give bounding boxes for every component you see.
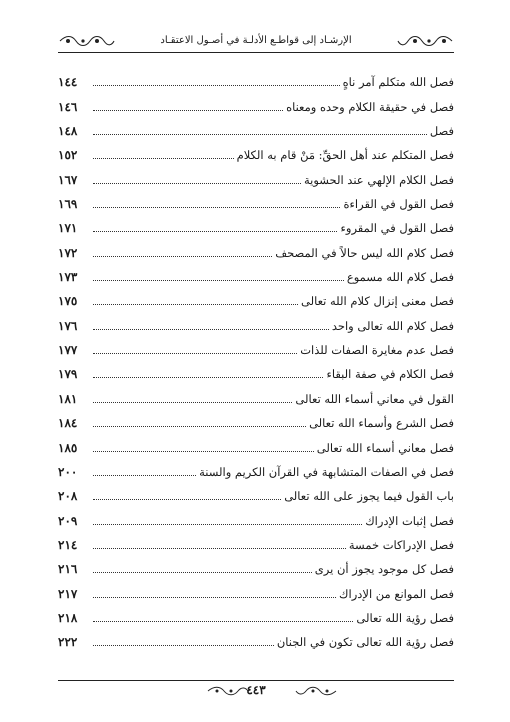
toc-entry-title: فصل معاني أسماء الله تعالى <box>316 440 454 455</box>
toc-leader-dots <box>93 377 323 378</box>
toc-entry <box>58 188 454 212</box>
toc-entry-page: ١٦٩ <box>58 197 78 212</box>
toc-leader-dots <box>93 621 353 622</box>
toc-entry-title: القول في معاني أسماء الله تعالى <box>295 391 454 406</box>
toc-entry-title: فصل المتكلم عند أهل الحقِّ: مَنْ قام به الكلام <box>236 148 454 163</box>
toc-entry-title: فصل في الصفات المتشابهة في القرآن الكريم والسنة <box>199 464 454 479</box>
toc-leader-dots <box>93 353 297 354</box>
toc-entry-page: ١٦٧ <box>58 172 78 187</box>
toc-entry-title: فصل كل موجود يجوز أن يرى <box>314 562 454 577</box>
toc-leader-dots <box>93 426 306 427</box>
toc-entry <box>58 480 454 504</box>
toc-entry <box>58 115 454 139</box>
footer-ornament-right <box>294 686 338 696</box>
toc-leader-dots <box>93 451 314 452</box>
toc-leader-dots <box>93 597 336 598</box>
toc-entry-page: ٢١٧ <box>58 586 78 601</box>
toc-entry-page: ٢٠٨ <box>58 489 78 504</box>
toc-entry <box>58 577 454 601</box>
toc-entry <box>58 431 454 455</box>
toc-leader-dots <box>93 280 344 281</box>
toc-leader-dots <box>93 158 234 159</box>
toc-entry-title: فصل الله متكلم آمر ناهٍ <box>342 75 454 90</box>
toc-leader-dots <box>93 231 337 232</box>
toc-entry-page: ٢٢٢ <box>58 635 78 650</box>
toc-entry <box>58 407 454 431</box>
toc-entry-title: فصل القول في القراءة <box>343 197 454 212</box>
toc-entry-title: فصل القول في المقروء <box>340 221 454 236</box>
table-of-contents <box>58 66 454 650</box>
toc-entry <box>58 358 454 382</box>
toc-leader-dots <box>93 572 312 573</box>
header-ornament-right <box>396 34 454 48</box>
toc-leader-dots <box>93 207 340 208</box>
toc-entry <box>58 626 454 650</box>
toc-entry-page: ١٧١ <box>58 221 78 236</box>
toc-entry <box>58 504 454 528</box>
toc-entry <box>58 529 454 553</box>
toc-entry-page: ١٧٣ <box>58 270 78 285</box>
toc-entry <box>58 163 454 187</box>
toc-entry <box>58 261 454 285</box>
toc-entry-page: ١٨٤ <box>58 416 78 431</box>
toc-entry-page: ١٤٦ <box>58 99 78 114</box>
toc-entry <box>58 553 454 577</box>
toc-leader-dots <box>93 402 292 403</box>
header-title: الإرشـاد إلى قواطـع الأدلـة في أصـول الاعتقـاد <box>160 35 352 46</box>
toc-entry <box>58 139 454 163</box>
toc-leader-dots <box>93 499 281 500</box>
toc-leader-dots <box>93 548 346 549</box>
toc-entry-page: ٢٠٠ <box>58 464 78 479</box>
toc-entry-page: ١٨٥ <box>58 440 78 455</box>
toc-entry <box>58 90 454 114</box>
toc-entry-page: ١٨١ <box>58 391 78 406</box>
toc-leader-dots <box>93 183 301 184</box>
toc-entry <box>58 382 454 406</box>
toc-entry-page: ١٥٢ <box>58 148 78 163</box>
toc-entry-page: ٢١٦ <box>58 562 78 577</box>
toc-entry-title: باب القول فيما يجوز على الله تعالى <box>284 489 454 504</box>
toc-entry-page: ١٧٧ <box>58 343 78 358</box>
toc-leader-dots <box>93 475 196 476</box>
toc-entry-title: فصل رؤية الله تعالى تكون في الجنان <box>276 635 454 650</box>
toc-entry <box>58 309 454 333</box>
toc-entry-page: ١٧٦ <box>58 318 78 333</box>
toc-entry-title: فصل إثبات الإدراك <box>365 513 454 528</box>
toc-entry <box>58 456 454 480</box>
toc-leader-dots <box>93 304 298 305</box>
page-footer <box>58 680 454 700</box>
toc-entry-title: فصل الكلام في صفة البقاء <box>326 367 454 382</box>
toc-entry <box>58 334 454 358</box>
toc-entry-title: فصل كلام الله ليس حالاً في المصحف <box>275 245 454 260</box>
toc-leader-dots <box>93 85 340 86</box>
page-number: ٤٤٣ <box>246 683 266 697</box>
toc-leader-dots <box>93 256 272 257</box>
toc-entry <box>58 66 454 90</box>
toc-entry-title: فصل عدم مغايرة الصفات للذات <box>300 343 454 358</box>
toc-entry-page: ١٤٤ <box>58 75 78 90</box>
toc-leader-dots <box>93 645 274 646</box>
toc-entry-title: فصل معنى إنزال كلام الله تعالى <box>301 294 454 309</box>
toc-entry-title: فصل الإدراكات خمسة <box>348 537 454 552</box>
toc-entry-page: ٢١٤ <box>58 537 78 552</box>
toc-leader-dots <box>93 110 283 111</box>
toc-entry <box>58 236 454 260</box>
toc-entry <box>58 285 454 309</box>
toc-entry-title: فصل <box>429 124 454 139</box>
header-rule <box>58 52 454 53</box>
toc-entry-title: فصل الموانع من الإدراك <box>339 586 454 601</box>
toc-entry-page: ٢١٨ <box>58 610 78 625</box>
toc-leader-dots <box>93 329 329 330</box>
toc-entry-page: ١٤٨ <box>58 124 78 139</box>
running-header <box>58 33 454 53</box>
header-ornament-left <box>58 34 116 48</box>
toc-entry-title: فصل في حقيقة الكلام وحده ومعناه <box>286 99 454 114</box>
toc-entry-title: فصل الشرع وأسماء الله تعالى <box>309 416 454 431</box>
toc-entry <box>58 602 454 626</box>
toc-entry-page: ١٧٩ <box>58 367 78 382</box>
toc-leader-dots <box>93 524 362 525</box>
toc-entry-title: فصل رؤية الله تعالى <box>356 610 454 625</box>
toc-leader-dots <box>93 134 427 135</box>
toc-entry-page: ٢٠٩ <box>58 513 78 528</box>
toc-entry <box>58 212 454 236</box>
footer-rule <box>58 680 454 681</box>
toc-entry-title: فصل الكلام الإلهي عند الحشوية <box>303 172 454 187</box>
toc-entry-title: فصل كلام الله تعالى واحد <box>331 318 454 333</box>
toc-entry-page: ١٧٥ <box>58 294 78 309</box>
toc-entry-title: فصل كلام الله مسموع <box>346 270 454 285</box>
toc-entry-page: ١٧٢ <box>58 245 78 260</box>
